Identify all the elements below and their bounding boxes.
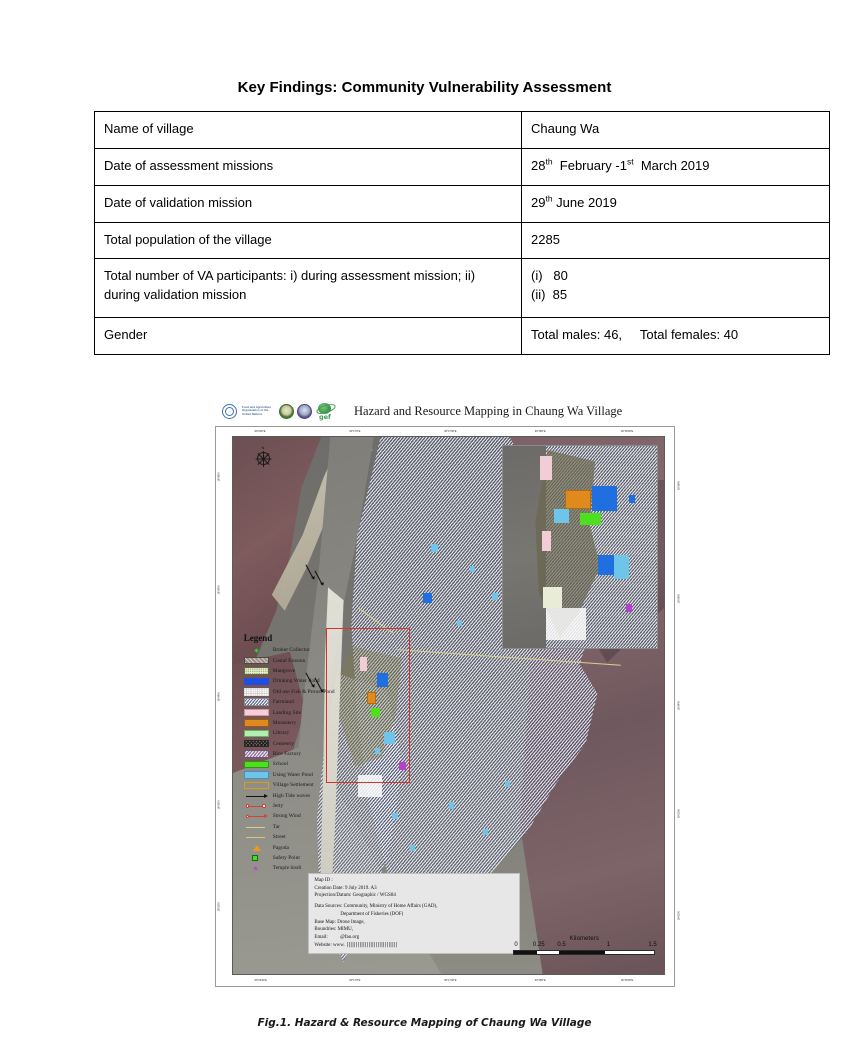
legend-title: Legend [243, 633, 273, 643]
inset-pond [629, 495, 635, 503]
legend-item-rice-factory: Rice Factory [244, 749, 360, 759]
temple-icon [244, 865, 269, 873]
jetty-line-icon [244, 802, 269, 810]
row-label: Gender [95, 318, 522, 355]
pond-marker [457, 620, 462, 626]
row-value: 28th February -1st March 2019 [522, 148, 830, 185]
table-row [95, 259, 830, 318]
inset-using-pond [554, 509, 569, 523]
row-value: 2285 [522, 222, 830, 259]
strong-wind-line-icon [244, 813, 269, 821]
row-value: 29th June 2019 [522, 185, 830, 222]
gef-logo-text: gef [319, 412, 331, 421]
partner-logo-1-icon [279, 404, 294, 419]
inset-monastery [565, 490, 592, 508]
street-line-icon [244, 833, 269, 841]
fao-logo-icon [222, 404, 237, 419]
logo-row [222, 403, 334, 420]
library-swatch-icon [244, 730, 269, 738]
scalebar-bars [513, 950, 655, 955]
table-row [95, 318, 830, 355]
graticule-tick-right: 16°05'N [677, 594, 681, 604]
legend-item-temple: Temple hisdi [244, 863, 360, 873]
cemetery-swatch-icon [244, 740, 269, 748]
info-map-id: Map ID : [314, 877, 333, 883]
legend-item-cemetery: Cemetery [244, 739, 360, 749]
pagoda-icon [244, 844, 269, 852]
fao-logo-text: Food and Agriculture Organization of the United Nations [242, 404, 272, 416]
pond-marker [392, 813, 398, 819]
scalebar-title: Kilometers [569, 935, 599, 942]
landing-site-swatch-icon [244, 709, 269, 717]
legend-item-using-water-pond: Using Water Pond [244, 770, 360, 780]
monastery-swatch-icon [244, 719, 269, 727]
using-water-pond-swatch-icon [244, 771, 269, 779]
graticule-tick-left: 16°03'N [217, 800, 221, 810]
graticule-tick-bottom: 90°17'30"E [444, 978, 457, 982]
graticule-tick-bottom: 90°16'30"E [254, 978, 267, 982]
high-tide-arrow-icon [306, 565, 314, 579]
graticule-tick-right: 16°06'N [677, 481, 681, 491]
legend-item-street: Street [244, 832, 360, 842]
pond-marker [492, 593, 498, 600]
tar-road-line-icon [244, 823, 269, 831]
broker-collector-icon [244, 646, 269, 654]
info-base-map: Base Map: Drone Image, [314, 919, 365, 925]
map-figure [215, 396, 681, 996]
north-label: N [261, 445, 265, 451]
pond-marker [470, 566, 475, 572]
graticule-tick-right: 16°04'N [677, 701, 681, 711]
legend-item-school: School [244, 759, 360, 769]
graticule-tick-left: 16°05'N [217, 585, 221, 595]
school-swatch-icon [244, 761, 269, 769]
inset-detail-map[interactable] [502, 445, 657, 649]
row-label: Total population of the village [95, 222, 522, 259]
legend-item-landing-site: Landing Site [244, 707, 360, 717]
mangrove-swatch-icon [244, 667, 269, 675]
map-scalebar [513, 936, 655, 955]
map-legend [244, 633, 360, 874]
legend-item-strong-wind: Strong Wind [244, 811, 360, 821]
old-use-pond-swatch-icon [244, 688, 269, 696]
inset-landing-site [542, 531, 551, 551]
legend-item-pagoda: Pagoda [244, 842, 360, 852]
key-findings-table [94, 111, 830, 355]
graticule-tick-left: 16°06'N [217, 472, 221, 482]
legend-item-broker-collector: Broker Collector [244, 645, 360, 655]
page-title: Key Findings: Community Vulnerability Assessment [237, 79, 612, 96]
row-label: Date of assessment missions [95, 148, 522, 185]
inset-school [580, 513, 601, 525]
pond-marker [423, 593, 432, 604]
graticule-tick-top: 90°18'30"E [620, 429, 634, 433]
info-website: Website: www. |||||||||||||||||||||||||||| [314, 941, 397, 948]
table-row [95, 148, 830, 185]
north-arrow-icon [255, 445, 272, 467]
row-label: Name of village [95, 112, 522, 149]
graticule-tick-top: 90°18'0"E [534, 429, 546, 433]
legend-item-costal-erosion: Costal Erosion [244, 655, 360, 665]
row-value: Chaung Wa [522, 112, 830, 149]
village-settlement-swatch-icon [244, 782, 269, 790]
inset-temple [626, 604, 632, 612]
info-data-sources-cont: Department of Fisheries (DOF) [340, 911, 404, 917]
costal-erosion-swatch-icon [244, 657, 269, 665]
legend-item-tar: Tar [244, 822, 360, 832]
graticule-tick-top: 90°17'0"E [349, 429, 361, 433]
legend-item-high-tide-waves: High Tide waves [244, 790, 360, 800]
row-label: Total number of VA participants: i) during assessment mission; ii) during validation mission [95, 259, 522, 318]
pond-marker [505, 781, 510, 787]
info-projection: Projection/Datum: Geographic / WGS84 [314, 893, 396, 899]
legend-item-mangrove: Mangrove [244, 666, 360, 676]
info-email: Email: @fao.org [314, 935, 360, 941]
pond-marker [410, 845, 415, 851]
graticule-tick-left: 16°04'N [217, 692, 221, 702]
graticule-tick-bottom: 90°17'0"E [349, 978, 361, 982]
inset-pond [614, 555, 629, 579]
graticule-tick-right: 16°03'N [677, 809, 681, 818]
row-value [522, 259, 830, 318]
participants-assessment: (i) 80 [531, 268, 568, 284]
pond-marker [431, 544, 437, 552]
table-row [95, 185, 830, 222]
row-label: Date of validation mission [95, 185, 522, 222]
info-creation-date: Creation Date: 9 July 2019. A3 [314, 885, 377, 891]
legend-item-old-use-pond: Old use Fish & Prown Pond [244, 687, 360, 697]
graticule-tick-right: 16°02'N [677, 911, 681, 920]
map-info-box [308, 873, 519, 954]
inset-drinking-pond [592, 486, 617, 510]
gef-logo-icon [315, 403, 334, 420]
legend-item-village-settlement: Village Settlement [244, 780, 360, 790]
safety-point-icon [244, 854, 269, 862]
legend-item-safety-point: Safety Point [244, 853, 360, 863]
rice-factory-swatch-icon [244, 750, 269, 758]
inset-landing-site [540, 456, 552, 480]
graticule-tick-top: 90°17'30"E [444, 429, 457, 433]
legend-item-jetty: Jetty [244, 801, 360, 811]
figure-caption: Fig.1. Hazard & Resource Mapping of Chaung Wa Village [257, 1017, 592, 1029]
participants-validation: (ii) 85 [531, 287, 568, 303]
farmland-swatch-icon [244, 698, 269, 706]
drinking-water-pond-swatch-icon [244, 678, 269, 686]
map-heading: Hazard and Resource Mapping in Chaung Wa Village [354, 403, 623, 418]
graticule-tick-top: 90°10'0"E [254, 429, 266, 433]
map-header [215, 396, 675, 426]
info-data-sources: Data Sources: Community, Ministry of Home Affairs (GAD), [314, 904, 438, 910]
graticule-tick-bottom: 90°18'0"E [534, 978, 546, 982]
map-frame [215, 426, 681, 987]
info-boundries: Boundries: MIMU, [314, 927, 354, 933]
row-value: Total males: 46, Total females: 40 [522, 318, 830, 355]
legend-item-library: Library [244, 728, 360, 738]
scalebar-tick-labels: 0 0.25 0.5 1 1.5 [514, 942, 657, 949]
partner-logo-2-icon [297, 404, 312, 419]
legend-item-farmland: Farmland [244, 697, 360, 707]
graticule-tick-bottom: 90°18'30"E [620, 978, 634, 982]
table-row [95, 222, 830, 259]
graticule-tick-left: 16°02'N [217, 902, 221, 912]
info-website-redacted: |||||||||||||||||||||||||||| [346, 941, 397, 948]
pond-marker [483, 829, 488, 835]
table-row [95, 112, 830, 149]
map-canvas[interactable] [217, 429, 681, 982]
legend-item-monastery: Monastery [244, 718, 360, 728]
high-tide-waves-line-icon [244, 792, 269, 800]
inset-rice-factory [546, 608, 586, 640]
inset-mangrove [543, 587, 561, 607]
legend-item-drinking-water-pond: Drinking Water Pond [244, 676, 360, 686]
pond-marker [449, 802, 455, 808]
